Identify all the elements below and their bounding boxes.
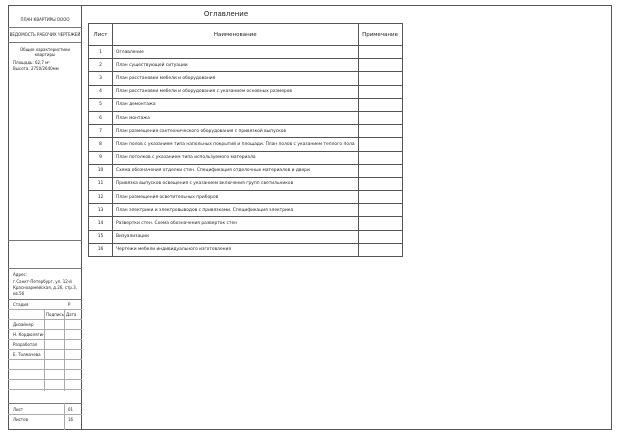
- row-note: [358, 72, 402, 85]
- row-note: [358, 230, 402, 243]
- row-sheet-name: План полов с указанием типа напольных покрытий и площади. План полов с указанием теплого пола: [113, 138, 359, 151]
- row-sheet-name: План демонтажа: [113, 98, 359, 111]
- table-row: [89, 98, 403, 111]
- row-note: [358, 125, 402, 138]
- row-sheet-number: 1: [89, 46, 113, 59]
- address-line-3: кв.56: [13, 291, 25, 296]
- table-row: [89, 164, 403, 177]
- sheet-number: 01: [68, 407, 74, 412]
- row-sheet-name: Привязка выпусков освещения с указанием включения групп светильников: [113, 177, 359, 190]
- row-sheet-number: 12: [89, 191, 113, 204]
- developer-role: Разработал: [13, 342, 38, 347]
- address-line-2: Красноармейская, д.26, стр.3,: [13, 285, 78, 290]
- header-note: Примечание: [358, 24, 402, 46]
- row-note: [358, 243, 402, 256]
- row-sheet-name: Чертежи мебели индивидуального изготовления: [113, 243, 359, 256]
- row-note: [358, 164, 402, 177]
- row-sheet-number: 13: [89, 204, 113, 217]
- row-sheet-name: План электрики и электровыводов с привязками. Спецификация электрика: [113, 204, 359, 217]
- table-row: [89, 125, 403, 138]
- table-row: [89, 243, 403, 256]
- contents-title: Оглавление: [203, 10, 249, 18]
- table-row: [89, 72, 403, 85]
- row-sheet-number: 16: [89, 243, 113, 256]
- row-sheet-name: Схема обозначения отделки стен. Спецификация отделочных материалов и двери: [113, 164, 359, 177]
- sheets-count: 16: [68, 417, 74, 422]
- row-sheet-number: 14: [89, 217, 113, 230]
- row-note: [358, 151, 402, 164]
- row-sheet-number: 6: [89, 111, 113, 124]
- row-note: [358, 217, 402, 230]
- area-value: Площадь: 62,7 м²: [13, 60, 50, 65]
- row-sheet-number: 9: [89, 151, 113, 164]
- table-row: [89, 151, 403, 164]
- row-note: [358, 177, 402, 190]
- row-sheet-name: План расстановки мебели и оборудования с указанием основных размеров: [113, 85, 359, 98]
- row-sheet-number: 3: [89, 72, 113, 85]
- row-note: [358, 98, 402, 111]
- table-row: [89, 191, 403, 204]
- height-value: Высота: 2750/2640мм: [13, 66, 59, 71]
- header-sheet: Лист: [89, 24, 113, 46]
- row-sheet-number: 8: [89, 138, 113, 151]
- title-block: [8, 5, 82, 430]
- row-sheet-name: План размещения осветительных приборов: [113, 191, 359, 204]
- table-row: [89, 230, 403, 243]
- row-sheet-number: 5: [89, 98, 113, 111]
- table-row: [89, 46, 403, 59]
- row-sheet-name: План существующей ситуации: [113, 59, 359, 72]
- row-note: [358, 138, 402, 151]
- row-sheet-name: Развертки стен. Схема обозначения разверток стен: [113, 217, 359, 230]
- row-sheet-name: Оглавление: [113, 46, 359, 59]
- table-row: [89, 138, 403, 151]
- row-note: [358, 191, 402, 204]
- designer-name: Н. Кордюлягин: [13, 332, 45, 337]
- row-sheet-number: 10: [89, 164, 113, 177]
- sheets-label: Листов: [13, 417, 28, 422]
- project-title: ПЛАН КВАРТИРЫ ОООО: [20, 17, 70, 22]
- table-row: [89, 85, 403, 98]
- address-line-1: г.Санкт-Петербург, ул. 12-й: [13, 279, 72, 284]
- row-sheet-number: 7: [89, 125, 113, 138]
- row-sheet-number: 11: [89, 177, 113, 190]
- characteristics-title: Общие характеристики: [19, 47, 70, 52]
- row-sheet-name: Визуализации: [113, 230, 359, 243]
- row-sheet-name: План размещения сантехнического оборудования с привязкой выпусков: [113, 125, 359, 138]
- row-note: [358, 204, 402, 217]
- row-sheet-name: План монтажа: [113, 111, 359, 124]
- contents-table: [88, 23, 403, 257]
- date-column-label: Дата: [66, 312, 77, 317]
- table-row: [89, 177, 403, 190]
- row-sheet-number: 15: [89, 230, 113, 243]
- address-label: Адрес:: [13, 272, 28, 277]
- document-subtitle: ВЕДОМОСТЬ РАБОЧИХ ЧЕРТЕЖЕЙ: [9, 32, 81, 37]
- designer-role: Дизайнер: [13, 322, 34, 327]
- table-row: [89, 111, 403, 124]
- header-name: Наименование: [113, 24, 359, 46]
- table-row: [89, 217, 403, 230]
- row-note: [358, 59, 402, 72]
- row-note: [358, 46, 402, 59]
- developer-name: Е. Толмачева: [13, 352, 41, 357]
- row-sheet-name: План потолков с указанием типа используемого материала: [113, 151, 359, 164]
- characteristics-subtitle: квартиры: [34, 52, 56, 57]
- row-note: [358, 111, 402, 124]
- table-row: [89, 204, 403, 217]
- sheet-label: Лист: [13, 407, 24, 412]
- row-note: [358, 85, 402, 98]
- stage-label: Стадия: [13, 302, 29, 307]
- row-sheet-name: План расстановки мебели и оборудования: [113, 72, 359, 85]
- stage-value: Р: [68, 302, 71, 307]
- row-sheet-number: 2: [89, 59, 113, 72]
- signature-column-label: Подпись: [46, 312, 64, 317]
- table-header-row: [89, 24, 403, 46]
- row-sheet-number: 4: [89, 85, 113, 98]
- table-row: [89, 59, 403, 72]
